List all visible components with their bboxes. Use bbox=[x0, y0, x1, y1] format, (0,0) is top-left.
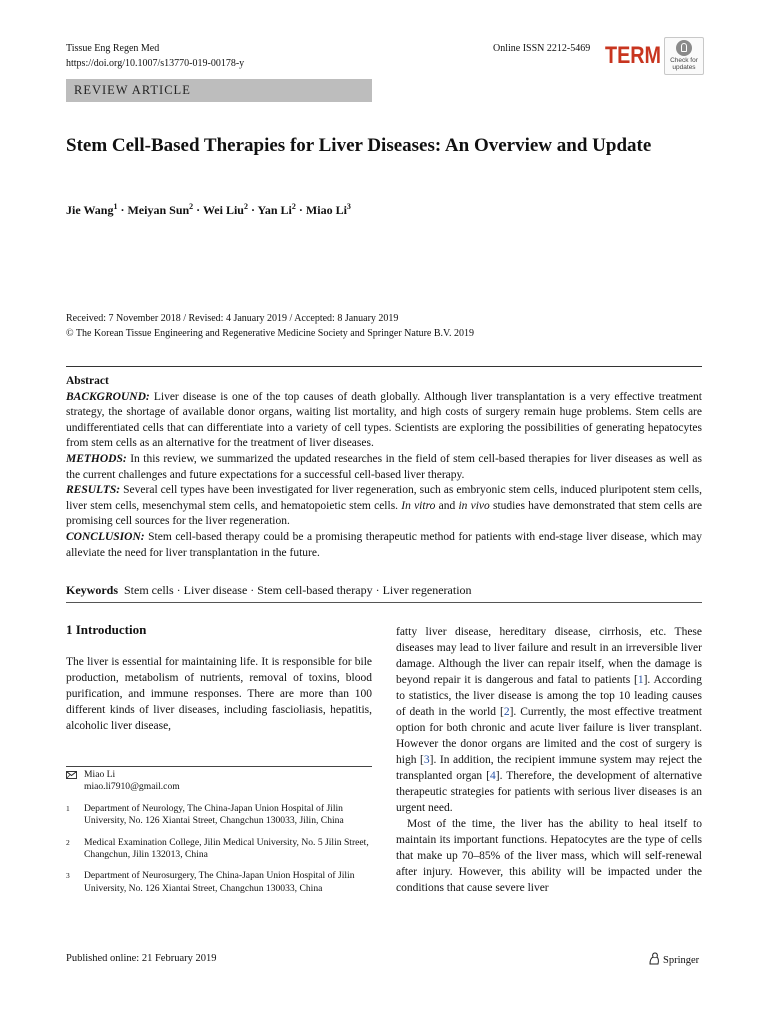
section-text: studies have demonstrated that stem cells are promising cell sources for the liver regeneration. bbox=[66, 499, 703, 528]
section-heading: 1 Introduction bbox=[66, 622, 147, 637]
author-separator: · bbox=[117, 203, 128, 217]
published-date: Published online: 21 February 2019 bbox=[66, 953, 217, 964]
body-text: ]. According to statistics, the liver disease is among the top 10 leading causes of death in the world [ bbox=[396, 674, 702, 718]
affiliation-mark: 1 bbox=[66, 803, 70, 813]
author-separator: · bbox=[295, 203, 306, 217]
divider bbox=[66, 366, 702, 367]
section-text: Liver disease is one of the top causes of death globally. Although liver transplantation is a very effective treatment strategy, the shortage of available donor organs, waiting list mortality, and high costs of surgery remain huge problems. Stem cells are undifferentiated cells that can differentiate into a variety of cell types. Scientists are exploring the possibilities of generating hepatocytes from stem cells as an alternative for the treatment of liver diseases. bbox=[66, 390, 702, 450]
publisher-logo bbox=[648, 952, 699, 966]
affiliation-text: Department of Neurology, The China-Japan Union Hospital of Jilin University, No. 126 Xiantai Street, Changchun 130033, Jilin, China bbox=[84, 802, 344, 827]
abstract-results bbox=[66, 483, 702, 530]
check-for-updates-button[interactable] bbox=[664, 37, 704, 75]
author-affiliation-mark: 3 bbox=[346, 202, 351, 211]
author-name[interactable]: Miao Li bbox=[305, 203, 347, 217]
author-affiliation-mark: 2 bbox=[291, 202, 296, 211]
term-logo-text: TERM bbox=[605, 42, 661, 69]
section-label: BACKGROUND: bbox=[66, 390, 150, 403]
section-label: CONCLUSION: bbox=[66, 530, 145, 543]
citation-link[interactable]: 4 bbox=[490, 770, 496, 782]
emphasis: In vitro bbox=[401, 499, 436, 512]
author-separator: · bbox=[193, 203, 203, 217]
author-list bbox=[66, 202, 351, 218]
divider bbox=[66, 602, 702, 603]
author-name[interactable]: Wei Liu bbox=[202, 203, 244, 217]
abstract-conclusion bbox=[66, 530, 702, 561]
author-affiliation-mark: 2 bbox=[243, 202, 248, 211]
abstract-methods bbox=[66, 452, 702, 483]
envelope-icon bbox=[66, 771, 77, 779]
author-name[interactable]: Yan Li bbox=[257, 203, 292, 217]
author-affiliation-mark: 2 bbox=[189, 202, 194, 211]
affiliation-text: Department of Neurosurgery, The China-Japan Union Hospital of Jilin University, No. 126 Xiantai Street, Changchun 130033, China bbox=[84, 870, 355, 894]
body-paragraph: Most of the time, the liver has the ability to heal itself to maintain its important functions. Hepatocytes are the type of cells that make up 70–85% of the liver mass, which will self-renewal after injury. However, this ability will be impacted under the conditions that cause severe liver bbox=[396, 818, 702, 894]
article-type-bar bbox=[66, 79, 372, 102]
body-text: ]. In addition, the recipient immune system may reject the transplanted organ [ bbox=[396, 754, 702, 782]
keywords-heading: Keywords bbox=[66, 583, 118, 597]
affiliation-text: Medical Examination College, Jilin Medical University, No. 5 Jilin Street, Changchun, Jilin 132013, China bbox=[84, 836, 369, 861]
section-text: In this review, we summarized the updated researches in the field of stem cell-based therapies for liver diseases as well as the current challenges and future expectations for a successful cell-based liver therapy. bbox=[66, 452, 703, 481]
issn-label: Online ISSN 2212-5469 bbox=[493, 43, 591, 54]
footnote-divider bbox=[66, 766, 372, 767]
abstract-background bbox=[66, 390, 702, 452]
body-paragraph bbox=[396, 624, 702, 816]
corresponding-name: Miao Li bbox=[84, 769, 116, 780]
springer-horse-icon bbox=[648, 952, 660, 965]
check-updates-line1: Check for bbox=[670, 57, 698, 64]
author-name[interactable]: Jie Wang bbox=[66, 203, 114, 217]
keywords-list: Stem cells · Liver disease · Stem cell-based therapy · Liver regeneration bbox=[124, 583, 472, 597]
doi-link[interactable]: https://doi.org/10.1007/s13770-019-00178-y bbox=[66, 58, 245, 69]
affiliation bbox=[66, 870, 372, 895]
section-text: Stem cell-based therapy could be a promising therapeutic method for patients with end-stage liver disease, which may alleviate the need for liver transplantation in the future. bbox=[66, 530, 702, 559]
journal-name: Tissue Eng Regen Med bbox=[66, 43, 160, 54]
affiliation-mark: 3 bbox=[66, 871, 70, 881]
publisher-name: Springer bbox=[663, 955, 700, 966]
article-dates: Received: 7 November 2018 / Revised: 4 January 2019 / Accepted: 8 January 2019 bbox=[66, 313, 399, 324]
footnotes bbox=[66, 769, 372, 904]
body-text: fatty liver disease, hereditary disease, cirrhosis, etc. These diseases may lead to liver failure and result in an irreversible liver damage. Although the liver can repair itself, when the damage is beyond repair it is dangerous and fatal to patients [ bbox=[396, 626, 702, 686]
body-text: ]. Currently, the most effective treatment option for both chronic and acute liver failure is liver transplant. However the donor organs are limited and the cost of surgery is high [ bbox=[396, 706, 702, 766]
affiliation-mark: 2 bbox=[66, 837, 70, 847]
section-text: Several cell types have been investigated for liver regeneration, such as embryonic stem cells, induced pluripotent stem cells, liver stem cells, mesenchymal stem cells, and hematopoietic stem cells. bbox=[66, 484, 702, 512]
section-label: METHODS: bbox=[66, 452, 127, 465]
citation-link[interactable]: 3 bbox=[423, 754, 430, 766]
bookmark-icon bbox=[676, 40, 692, 56]
emphasis: in vivo bbox=[458, 499, 490, 512]
body-column-right bbox=[396, 624, 702, 896]
check-updates-line2: updates bbox=[672, 64, 696, 71]
abstract-heading: Abstract bbox=[66, 375, 109, 387]
keywords bbox=[66, 582, 472, 598]
body-paragraph: The liver is essential for maintaining life. It is responsible for bile production, metabolism of nutrients, removal of toxins, blood purification, and immune responses. There are more than 100 different kinds of liver diseases, including fascioliasis, hepatitis, alcoholic liver disease, bbox=[66, 656, 372, 732]
abstract bbox=[66, 374, 702, 561]
corresponding-author bbox=[66, 769, 372, 794]
affiliation bbox=[66, 837, 372, 862]
section-text: and bbox=[435, 499, 459, 512]
author-name[interactable]: Meiyan Sun bbox=[127, 203, 190, 217]
article-title: Stem Cell-Based Therapies for Liver Diseases: An Overview and Update bbox=[66, 135, 652, 156]
author-affiliation-mark: 1 bbox=[113, 202, 118, 211]
corresponding-email[interactable]: miao.li7910@gmail.com bbox=[84, 781, 180, 793]
section-label: RESULTS: bbox=[66, 484, 121, 497]
copyright-notice: © The Korean Tissue Engineering and Regenerative Medicine Society and Springer Nature B.V. 2019 bbox=[66, 328, 474, 339]
article-type-label: REVIEW ARTICLE bbox=[74, 83, 191, 97]
term-logo bbox=[604, 37, 662, 71]
author-separator: · bbox=[247, 203, 258, 217]
citation-link[interactable]: 2 bbox=[503, 706, 510, 718]
citation-link[interactable]: 1 bbox=[637, 674, 644, 686]
affiliation bbox=[66, 803, 372, 828]
body-text: ]. Therefore, the development of alternative therapeutic strategies for patients with serious liver diseases is an urgent need. bbox=[396, 770, 702, 814]
